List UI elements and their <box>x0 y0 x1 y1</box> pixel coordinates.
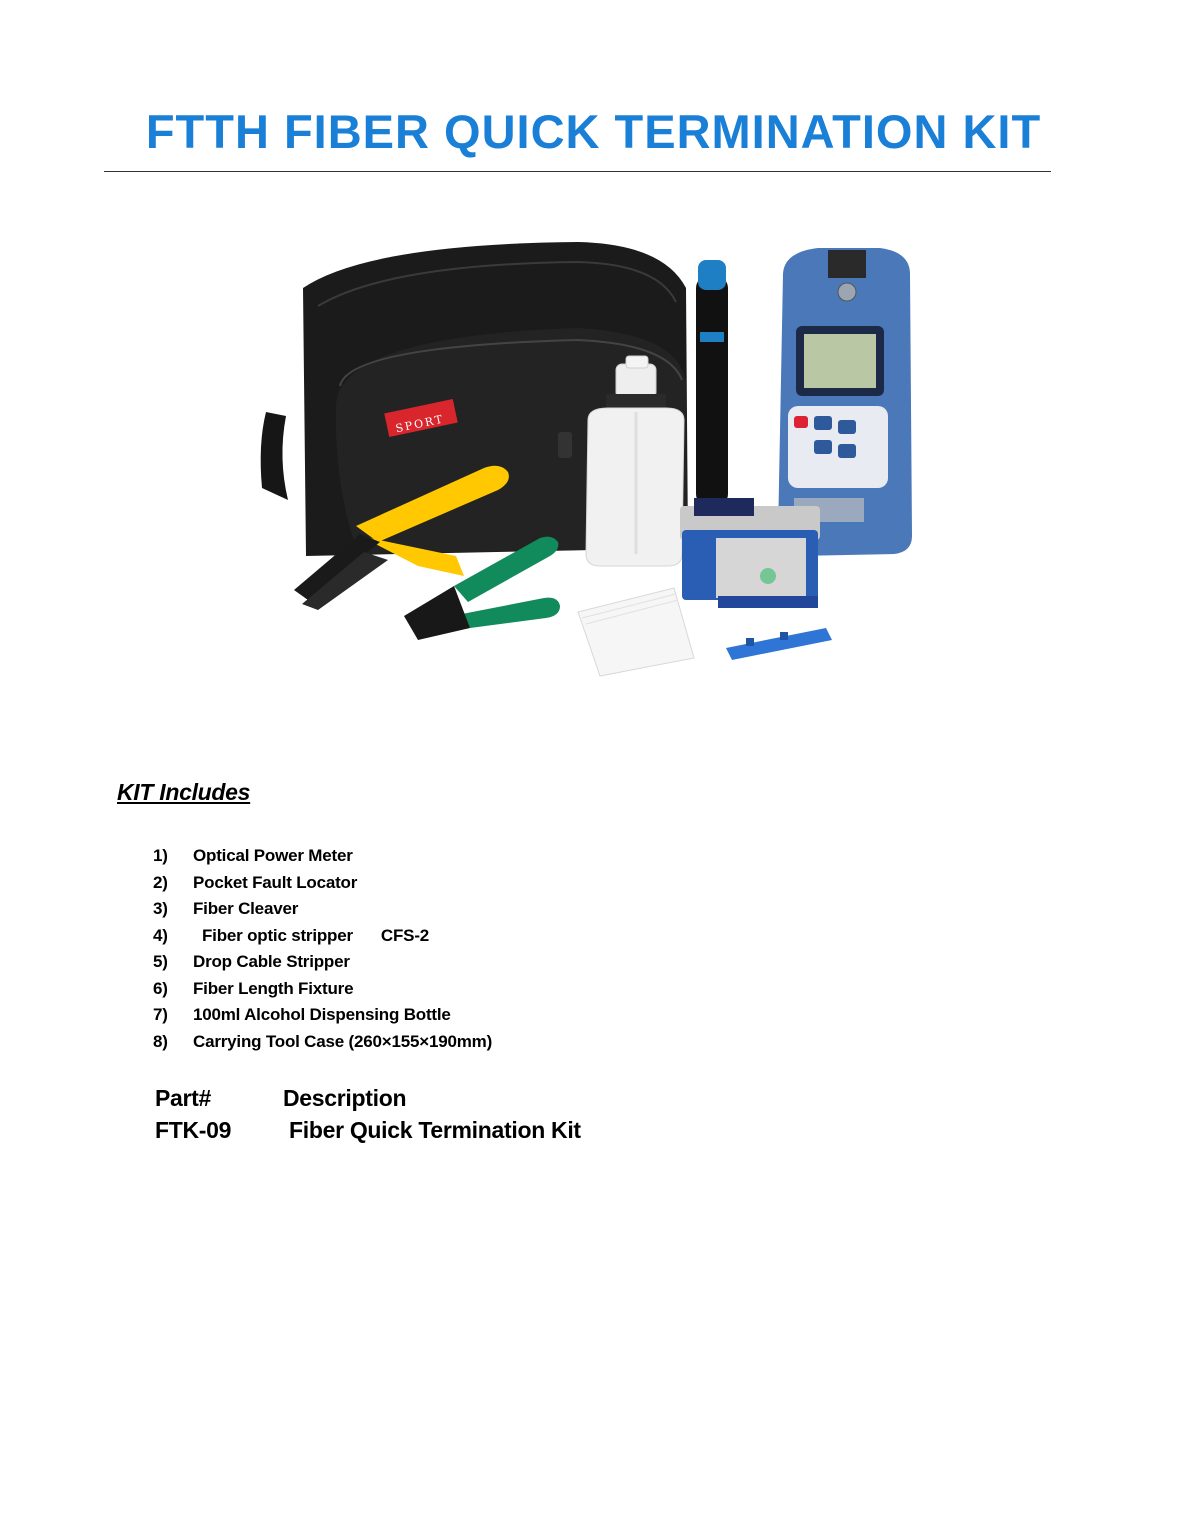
list-item-number: 8) <box>153 1031 168 1051</box>
list-item-number: 3) <box>153 899 168 918</box>
list-item-text: Carrying Tool Case (260×155×190mm) <box>193 1031 493 1051</box>
list-item <box>153 1005 492 1032</box>
description-cell: Fiber Quick Termination Kit <box>289 1117 581 1143</box>
description-header: Description <box>283 1085 407 1111</box>
fiber-cleaver-image <box>680 498 820 608</box>
parts-table <box>155 1085 581 1149</box>
kit-includes-heading: KIT Includes <box>117 779 251 805</box>
table-row <box>155 1117 581 1149</box>
cleaning-wipes-image <box>578 588 694 676</box>
list-item <box>153 873 492 900</box>
part-number-cell: FTK-09 <box>155 1117 232 1143</box>
fault-locator-image <box>696 260 728 506</box>
list-item-text: Optical Power Meter <box>193 846 353 865</box>
list-item-text: 100ml Alcohol Dispensing Bottle <box>193 1005 451 1024</box>
list-item-number: 7) <box>153 1005 168 1024</box>
list-item-number: 1) <box>153 846 168 865</box>
page-title: FTTH FIBER QUICK TERMINATION KIT <box>145 105 1042 158</box>
list-item-number: 5) <box>153 952 168 971</box>
parts-header-row <box>155 1085 581 1117</box>
list-item-text: Fiber Cleaver <box>193 899 299 918</box>
list-item-text: Pocket Fault Locator <box>193 872 358 892</box>
list-item-model: CFS-2 <box>380 925 430 945</box>
length-fixture-image <box>726 628 832 660</box>
list-item-text: Fiber optic stripper <box>202 925 353 945</box>
list-item-number: 4) <box>153 925 168 945</box>
list-item-text: Fiber Length Fixture <box>193 978 354 998</box>
svg-text:SPORT: SPORT <box>394 412 446 436</box>
kit-items-list <box>153 846 492 1058</box>
list-item <box>153 952 492 979</box>
list-item-number: 6) <box>153 978 168 998</box>
title-divider <box>104 171 1051 172</box>
list-item <box>153 926 492 953</box>
list-item-number: 2) <box>153 872 168 892</box>
list-item <box>153 846 492 873</box>
list-item <box>153 979 492 1006</box>
list-item <box>153 899 492 926</box>
part-number-header: Part# <box>155 1085 212 1111</box>
product-photo <box>248 236 928 681</box>
list-item-text: Drop Cable Stripper <box>193 952 350 971</box>
list-item <box>153 1032 492 1059</box>
